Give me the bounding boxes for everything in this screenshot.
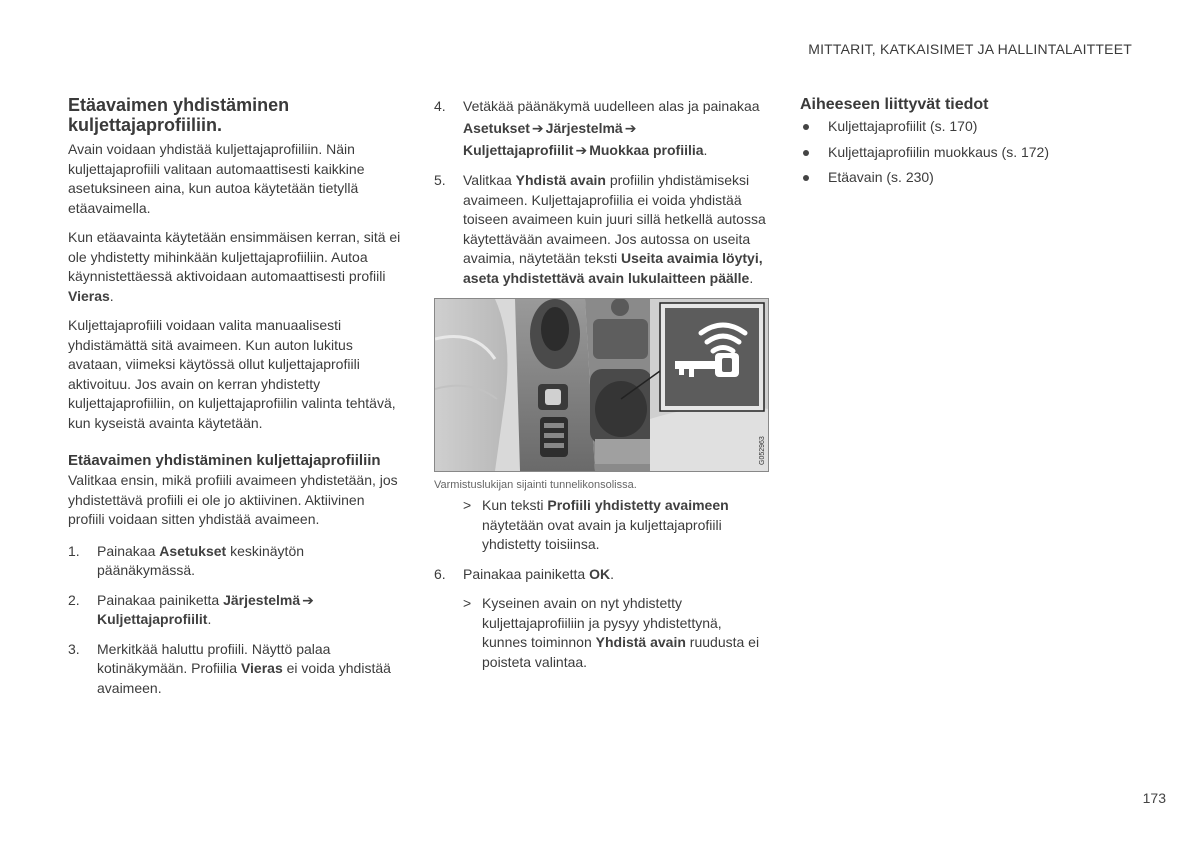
text: Kun teksti [482,497,548,513]
text: profiilin yhdistämiseksi avaimeen. Kuljettajaprofiilia ei voida yhdistää toiseen avaimeen kuin juuri sillä hetkellä autossa käytettävään avaimeen. Jos autossa on useita avaimia, näytetään teksti [463,172,766,266]
link-label[interactable]: Kuljettajaprofiilit (s. 170) [828,118,978,134]
bold-term: Kuljettajaprofiilit [97,611,208,627]
text: Valitkaa [463,172,516,188]
bold-term: Asetukset [159,542,227,559]
step-6 [434,565,769,585]
punct: . [207,611,212,627]
sub-intro: Valitkaa ensin, mikä profiili avaimeen yhdistetään, jos yhdistettävä profiili ei ole jo aktiivinen. Aktiivinen profiili voidaan sitten yhdistää avaimeen. [68,472,398,527]
console-figure [434,298,769,472]
bold-message: Useita avaimia löytyi, aseta yhdistettävä avain lukulaitteen päälle [463,250,763,286]
text: näytetään ovat avain ja kuljettajaprofiili yhdistetty toisiinsa. [482,516,722,552]
related-link[interactable] [800,143,1140,163]
step-5 [434,171,769,288]
step-3 [68,640,403,699]
page-title: Etäavaimen yhdistäminen kuljettajaprofiiliin. [68,95,290,135]
column-left [68,95,403,708]
text: Kun etäavainta käytetään ensimmäisen kerran, sitä ei ole yhdistetty mihinkään kuljettajaprofiiliin. Autoa käynnistettäessä aktivoidaan automaattisesti profiili [68,229,401,284]
bold-message: Profiili yhdistetty avaimeen [547,497,729,513]
step-2 [68,591,403,630]
step-4 [434,95,769,161]
paragraph-manual-select: Kuljettajaprofiili voidaan valita manuaalisesti yhdistämättä sitä avaimeen. Kun auton lukitus avataan, viimeksi käytössä ollut kuljettajaprofiili aktivoituu. Jos avain on kerran yhdistetty kuljettajaprofiiliin, on kuljettajaprofiilin valinta tehtävä, kun kyseistä avainta käytetään. [68,317,396,431]
figure-caption: Varmistuslukijan sijainti tunnelikonsolissa. [434,479,637,491]
tunnel-console-illustration [435,299,768,471]
related-heading: Aiheeseen liittyvät tiedot [800,96,989,113]
arrow-right-icon: ➔ [575,142,588,158]
step-number: 1. [68,542,80,559]
bold-term: OK [589,565,611,582]
punct: . [109,287,114,304]
bold-term: Järjestelmä [223,591,301,608]
text: ei voida yhdistää avaimeen. [97,660,391,696]
link-label[interactable]: Etäavain (s. 230) [828,169,934,185]
punct: . [749,269,754,286]
bold-term: Yhdistä avain [515,172,606,188]
bold-term: Vieras [240,660,283,676]
bullet-icon [803,124,809,130]
bullet-icon [803,175,809,181]
text: ruudusta ei poisteta valintaa. [482,634,760,670]
arrow-right-icon: ➔ [302,591,314,608]
step-number: 5. [434,172,446,188]
step-6-result [434,594,769,672]
bold-term: Yhdistä avain [595,634,686,650]
paragraph-first-use [68,228,403,306]
punct: . [610,565,614,582]
text: Painakaa painiketta [97,591,224,608]
column-right [800,95,1140,194]
arrow-right-icon: ➔ [531,120,544,136]
text: Vetäkää päänäkymä uudelleen alas ja painakaa [463,98,760,114]
bold-term: Asetukset [463,120,530,136]
bold-term: Vieras [68,287,110,304]
step-5-result [434,496,769,555]
text: keskinäytön päänäkymässä. [97,542,305,578]
bold-term: Muokkaa profiilia [589,142,704,158]
bold-term: Järjestelmä [545,120,623,136]
subheading: Etäavaimen yhdistäminen kuljettajaprofiiliin [68,452,381,469]
figure-code: G052963 [759,436,766,465]
step-number: 2. [68,591,80,608]
text: Merkitkää haluttu profiili. Näyttö palaa kotinäkymään. Profiilia [97,640,331,676]
bullet-icon [803,150,809,156]
related-link[interactable] [800,168,1140,188]
step-number: 3. [68,640,80,657]
page-number: 173 [1142,790,1166,806]
related-link[interactable] [800,117,1140,137]
text: Painakaa painiketta [463,565,590,582]
arrow-right-icon: ➔ [624,120,637,136]
step-number: 6. [434,565,446,582]
column-middle [434,95,769,682]
step-1 [68,542,403,581]
related-links-list [800,117,1140,188]
punct: . [703,142,708,158]
result-marker: > [463,595,472,611]
link-label[interactable]: Kuljettajaprofiilin muokkaus (s. 172) [828,143,1049,160]
intro-paragraph: Avain voidaan yhdistää kuljettajaprofiiliin. Näin kuljettajaprofiili valitaan automaattisesti kaikkine asetuksineen aina, kun autoa käytetään tietyllä etäavaimella. [68,141,365,216]
section-header: MITTARIT, KATKAISIMET JA HALLINTALAITTEET [808,41,1132,57]
text: Painakaa [97,542,160,559]
text: Kyseinen avain on nyt yhdistetty kuljettajaprofiiliin ja pysyy yhdistettynä, kunnes toiminnon [482,595,722,650]
bold-term: Kuljettajaprofiilit [463,142,574,158]
step-number: 4. [434,98,446,114]
result-marker: > [463,497,472,513]
